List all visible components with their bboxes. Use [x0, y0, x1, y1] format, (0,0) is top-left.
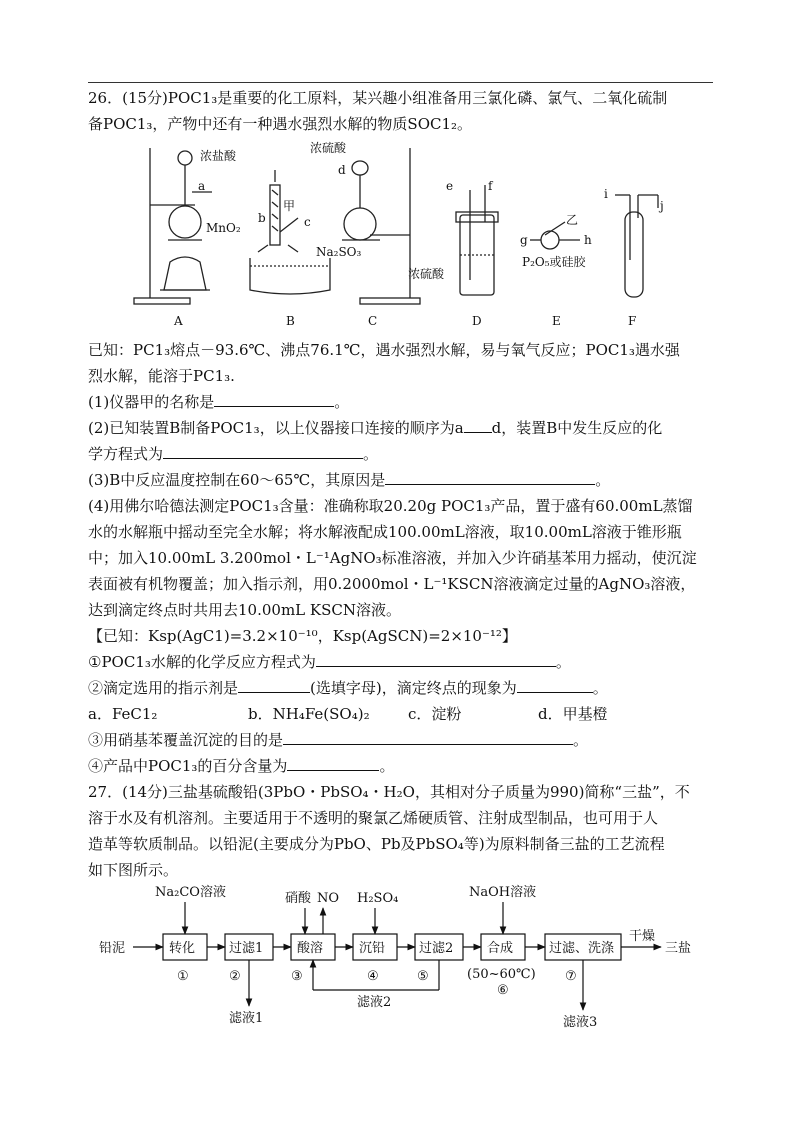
q26-sub2-text: ②滴定选用的指示剂是 [88, 679, 239, 697]
apparatus-letter-e: E [552, 314, 561, 328]
label-mno2: MnO₂ [206, 221, 241, 235]
flow-step-7: 过滤、洗涤 [549, 941, 615, 956]
step-num-2: ② [229, 969, 241, 984]
product-no: NO [317, 891, 340, 906]
q26-part1-text: (1)仪器甲的名称是 [88, 393, 215, 411]
q26-part4-line2: 水的水解瓶中摇动至完全水解；将水解液配成100.00mL溶液，取10.00mL溶液于锥形瓶 [88, 523, 682, 541]
option-c[interactable]: c．淀粉 [408, 705, 462, 723]
label-b: b [258, 211, 266, 225]
flow-step-1: 转化 [169, 941, 196, 956]
q27-line2: 溶于水及有机溶剂。主要适用于不透明的聚氯乙烯硬质管、注射成型制品，也可用于人 [88, 809, 659, 827]
flow-step-5: 过滤2 [419, 941, 454, 956]
q26-sub4-text: ④产品中POC1₃的百分含量为 [88, 757, 288, 775]
answer-blank-sub2a[interactable] [238, 678, 310, 693]
step-num-3: ③ [291, 969, 303, 984]
flow-temp: (50~60℃) [467, 967, 536, 982]
apparatus-letter-b: B [286, 314, 295, 328]
q26-sub3-text: ③用硝基苯覆盖沉淀的目的是 [88, 731, 284, 749]
q26-part1 [88, 392, 349, 412]
answer-blank-sub1[interactable] [316, 652, 556, 667]
q26-sub4 [88, 756, 394, 776]
reagent-na2co3: Na₂CO溶液 [155, 885, 226, 900]
flow-step-2: 过滤1 [229, 941, 264, 956]
ksp-note: 【已知：Ksp(AgC1)=3.2×10⁻¹⁰，Ksp(AgSCN)=2×10⁻¹²】 [88, 627, 517, 645]
q26-sub2-mid: (选填字母)，滴定终点的现象为 [310, 679, 517, 697]
flow-step-3: 酸溶 [297, 941, 324, 956]
answer-blank-2b[interactable] [163, 444, 363, 459]
label-p2o5: P₂O₅或硅胶 [522, 255, 586, 269]
filtrate-2: 滤液2 [357, 995, 392, 1010]
header-rule [88, 82, 713, 83]
answer-blank-sub3[interactable] [283, 730, 573, 745]
label-conc-h2so4-d: 浓硫酸 [408, 267, 445, 281]
q26-part1-end: 。 [334, 393, 350, 411]
q26-part3-end: 。 [595, 471, 611, 489]
q26-known-line1: 已知：PC1₃熔点－93.6℃、沸点76.1℃，遇水强烈水解，易与氧气反应；POC1₃遇水强 [88, 341, 680, 359]
label-d: d [338, 163, 346, 177]
answer-blank-sub2b[interactable] [517, 678, 593, 693]
q26-sub4-end: 。 [379, 757, 395, 775]
step-num-5: ⑤ [417, 969, 429, 984]
option-a[interactable]: a．FeC1₂ [88, 705, 158, 723]
answer-blank-sub4[interactable] [287, 756, 379, 771]
q26-known-line2: 烈水解，能溶于PC1₃. [88, 367, 235, 385]
q26-sub3-end: 。 [573, 731, 589, 749]
label-g: g [520, 233, 528, 247]
q26-intro-line1: 26．(15分)POC1₃是重要的化工原料，某兴趣小组准备用三氯化磷、氯气、二氧化硫制 [88, 89, 668, 107]
q26-part2b-end: 。 [363, 445, 379, 463]
filtrate-3: 滤液3 [563, 1015, 598, 1030]
label-e: e [446, 179, 454, 193]
q26-sub3 [88, 730, 588, 750]
q26-sub1-text: ①POC1₃水解的化学反应方程式为 [88, 653, 316, 671]
filtrate-1: 滤液1 [229, 1011, 264, 1026]
q26-sub2-end: 。 [592, 679, 608, 697]
q26-part2-text: (2)已知装置B制备POC1₃，以上仪器接口连接的顺序为a [88, 419, 464, 437]
q27-line4: 如下图所示。 [88, 861, 179, 879]
q26-part3 [88, 470, 610, 490]
step-num-6: ⑥ [497, 983, 509, 998]
reagent-hno3: 硝酸 [285, 891, 312, 906]
label-yi: 乙 [566, 213, 579, 227]
q26-sub1-end: 。 [555, 653, 571, 671]
apparatus-letter-f: F [628, 314, 637, 328]
options-row [88, 704, 608, 724]
q26-part2-line2 [88, 444, 378, 464]
answer-blank-2a[interactable] [464, 418, 492, 433]
q26-intro-line2: 备POC1₃，产物中还有一种遇水强烈水解的物质SOC1₂。 [88, 115, 473, 133]
answer-blank-3[interactable] [385, 470, 595, 485]
label-f: f [488, 179, 493, 193]
step-num-4: ④ [367, 969, 379, 984]
q26-part4-line5: 达到滴定终点时共用去10.00mL KSCN溶液。 [88, 601, 401, 619]
label-conc-h2so4-top: 浓硫酸 [310, 141, 347, 155]
label-a: a [198, 179, 206, 193]
answer-blank-1[interactable] [214, 392, 334, 407]
apparatus-letter-c: C [368, 314, 378, 328]
q27-line1: 27．(14分)三盐基硫酸铅(3PbO・PbSO₄・H₂O，其相对分子质量为990)简称“三盐”，不 [88, 783, 690, 801]
step-num-7: ⑦ [565, 969, 577, 984]
label-h: h [584, 233, 592, 247]
reagent-h2so4: H₂SO₄ [357, 891, 399, 906]
step-num-1: ① [177, 969, 189, 984]
option-d[interactable]: d．甲基橙 [538, 705, 608, 723]
q27-line3: 造革等软质制品。以铅泥(主要成分为PbO、Pb及PbSO₄等)为原料制备三盐的工艺流程 [88, 835, 665, 853]
apparatus-letter-a: A [174, 314, 183, 328]
flow-input: 铅泥 [99, 941, 126, 956]
apparatus-letter-d: D [472, 314, 482, 328]
q26-part2-line1 [88, 418, 662, 438]
apparatus-diagram [120, 140, 680, 335]
flow-step-4: 沉铅 [359, 941, 386, 956]
flow-product: 三盐 [665, 941, 692, 956]
q26-part2b-text: 学方程式为 [88, 445, 164, 463]
label-conc-hcl: 浓盐酸 [200, 149, 237, 163]
q26-part4-line1: (4)用佛尔哈德法测定POC1₃含量：准确称取20.20g POC1₃产品，置于盛有60.00mL蒸馏 [88, 497, 693, 515]
q26-part2-mid: d，装置B中发生反应的化 [491, 419, 663, 437]
reagent-naoh: NaOH溶液 [469, 885, 537, 900]
label-j: j [660, 199, 664, 213]
q26-part3-text: (3)B中反应温度控制在60～65℃，其原因是 [88, 471, 386, 489]
label-c: c [304, 215, 311, 229]
label-i: i [604, 187, 608, 201]
q26-sub2 [88, 678, 608, 698]
option-b[interactable]: b．NH₄Fe(SO₄)₂ [248, 705, 370, 723]
q26-part4-line3: 中；加入10.00mL 3.200mol・L⁻¹AgNO₃标准溶液，并加入少许硝基苯用力摇动，使沉淀 [88, 549, 697, 567]
flow-step-6: 合成 [487, 941, 514, 956]
q26-sub1 [88, 652, 571, 672]
label-na2so3: Na₂SO₃ [316, 245, 362, 259]
q26-part4-line4: 表面被有机物覆盖；加入指示剂，用0.2000mol・L⁻¹KSCN溶液滴定过量的AgNO₃溶液， [88, 575, 696, 593]
label-jia: 甲 [283, 199, 296, 213]
flow-dry: 干燥 [629, 929, 656, 944]
process-flow-diagram [95, 880, 715, 1030]
